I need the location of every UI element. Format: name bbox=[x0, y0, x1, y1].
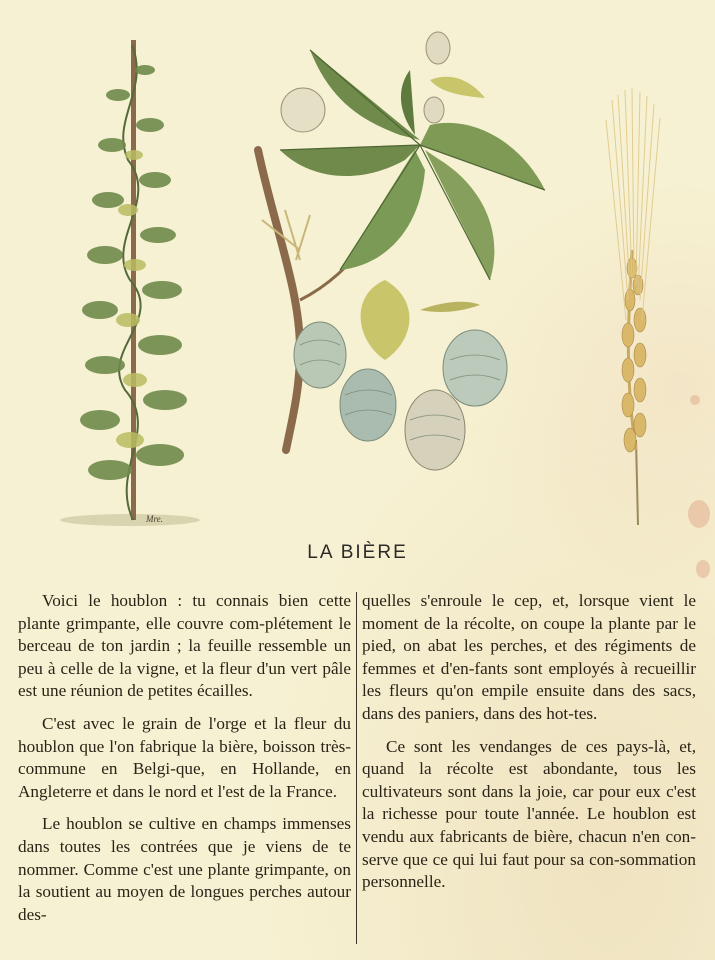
page-title: LA BIÈRE bbox=[307, 542, 408, 563]
paragraph: Le houblon se cultive en champs immenses dans toutes les contrées que je viens de te nommer. Comme c'est une plante grimpante, on la soutient au moyen de longues perches autour des- bbox=[18, 814, 351, 924]
paper-stain bbox=[690, 395, 700, 405]
paragraph: C'est avec le grain de l'orge et la fleur du houblon que l'on fabrique la bière, boisson très-commune en Belgi-que, en Hollande, en Angleterre et dans le nord et l'est de la France. bbox=[18, 713, 351, 801]
barley-ear-illustration bbox=[606, 88, 660, 525]
text-column-left bbox=[18, 590, 351, 936]
paragraph: Ce sont les vendanges de ces pays-là, et, quand la récolte est abondante, tous les cultivateurs sont dans la joie, car pour eux c'est la richesse pour toute l'année. Le houblon est vendu aux fabricants de bière, chacun n'en con-serve que ce qui lui faut pour sa con-sommation personnelle. bbox=[362, 736, 696, 892]
hop-branch-illustration bbox=[258, 32, 545, 470]
paper-stain bbox=[696, 560, 710, 578]
paragraph: Voici le houblon : tu connais bien cette plante grimpante, elle couvre com-plétement le berceau de ton jardin ; la feuille ressemble un peu à celle de la vigne, et la fleur d'un vert pâle est une réunion de petites écailles. bbox=[18, 591, 351, 701]
text-column-right bbox=[362, 590, 696, 904]
artist-signature: Mre. bbox=[146, 514, 163, 524]
paragraph: quelles s'enroule le cep, et, lorsque vient le moment de la récolte, on coupe la plante par le pied, on abat les perches, et des régiments de femmes et d'en-fants sont employés à recueillir les fleurs qu'on empile ensuite dans des sacs, dans des paniers, dans des hot-tes. bbox=[362, 591, 696, 723]
paper-stain bbox=[688, 500, 710, 528]
column-divider bbox=[356, 592, 357, 944]
hop-vine-illustration bbox=[60, 40, 200, 526]
